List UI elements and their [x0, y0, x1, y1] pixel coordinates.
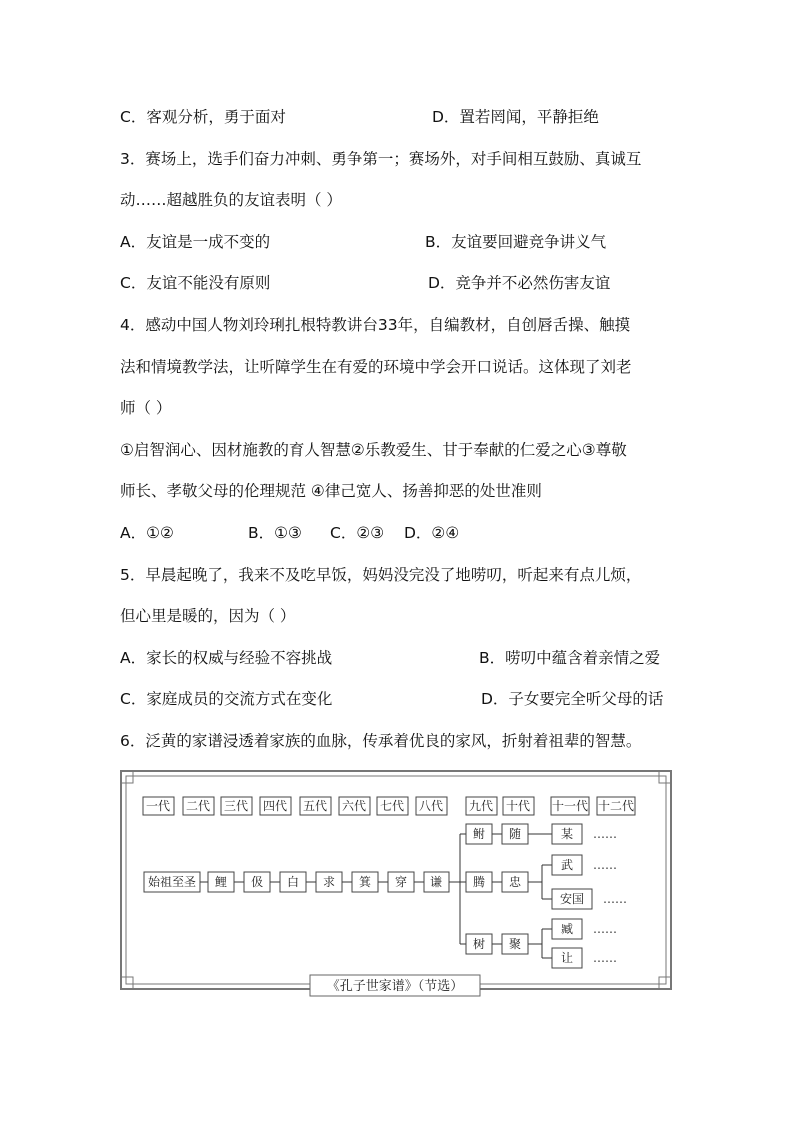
q3-stem-line2: 动……超越胜负的友谊表明（ ）: [120, 191, 342, 209]
ancestor-name: 安国: [559, 892, 585, 906]
q4-stem-line2: 法和情境教学法，让听障学生在有爱的环境中学会开口说话。这体现了刘老: [120, 358, 632, 376]
continuation-ellipsis: ……: [603, 892, 627, 906]
ancestor-name: 随: [508, 827, 522, 841]
generation-label: 十二代: [597, 799, 635, 813]
generation-label: 十代: [505, 799, 531, 813]
ancestor-name: 腾: [472, 875, 486, 889]
generation-label: 四代: [262, 799, 288, 813]
genealogy-chart: [120, 768, 672, 998]
ancestor-name: 始祖至圣: [147, 875, 197, 889]
q4-stem-line3: 师（ ）: [120, 399, 172, 417]
q4-stem-line1: 4．感动中国人物刘玲琍扎根特教讲台33年，自编教材，自创唇舌操、触摸: [120, 316, 631, 334]
ancestor-name: 鲤: [214, 875, 228, 889]
q5-option-b: B．唠叨中蕴含着亲情之爱: [479, 649, 661, 667]
q6-stem-line1: 6．泛黄的家谱浸透着家族的血脉，传承着优良的家风，折射着祖辈的智慧。: [120, 732, 642, 750]
ancestor-name: 伋: [250, 875, 264, 889]
q3-option-b: B．友谊要回避竞争讲义气: [425, 233, 607, 251]
continuation-ellipsis: ……: [593, 922, 617, 936]
generation-label: 七代: [379, 799, 405, 813]
q3-option-a: A．友谊是一成不变的: [120, 233, 271, 251]
figure-caption: 《孔子世家谱》（节选）: [326, 979, 464, 994]
q4-option-b: B．①③: [248, 524, 302, 542]
ancestor-name: 聚: [508, 937, 522, 951]
q5-option-c: C．家庭成员的交流方式在变化: [120, 690, 333, 708]
q4-items-line2: 师长、孝敬父母的伦理规范 ④律己宽人、扬善抑恶的处世准则: [120, 482, 542, 500]
q3-stem-line1: 3．赛场上，选手们奋力冲刺、勇争第一；赛场外，对手间相互鼓励、真诚互: [120, 150, 642, 168]
ancestor-name: 求: [322, 875, 336, 889]
continuation-ellipsis: ……: [593, 858, 617, 872]
generation-label: 十一代: [551, 799, 589, 813]
q5-option-a: A．家长的权威与经验不容挑战: [120, 649, 333, 667]
q3-option-c: C．友谊不能没有原则: [120, 274, 271, 292]
ancestor-name: 让: [560, 951, 574, 965]
q2-option-d: D．置若罔闻，平静拒绝: [432, 108, 599, 126]
lineage-lines: [200, 834, 552, 958]
ancestor-name: 臧: [560, 922, 574, 936]
ancestor-name: 箕: [358, 875, 372, 889]
q4-option-c: C．②③: [330, 524, 385, 542]
q4-items-line1: ①启智润心、因材施教的育人智慧②乐教爱生、甘于奉献的仁爱之心③尊敬: [120, 441, 627, 459]
generation-label: 六代: [341, 799, 367, 813]
generation-label: 九代: [468, 799, 494, 813]
continuation-ellipsis: ……: [593, 951, 617, 965]
ancestor-name: 白: [286, 875, 300, 889]
generation-label: 八代: [418, 799, 444, 813]
continuation-ellipsis: ……: [593, 827, 617, 841]
q5-stem-line1: 5．早晨起晚了，我来不及吃早饭，妈妈没完没了地唠叨，听起来有点儿烦，: [120, 566, 642, 584]
generation-label: 五代: [302, 799, 328, 813]
ancestor-name: 忠: [508, 875, 522, 889]
generation-label: 三代: [223, 799, 249, 813]
ancestor-name: 鲋: [472, 827, 486, 841]
q4-option-a: A．①②: [120, 524, 174, 542]
ancestor-name: 武: [560, 858, 574, 872]
ancestor-name: 谦: [429, 875, 443, 889]
generation-label: 二代: [185, 799, 211, 813]
ancestor-name: 穿: [394, 875, 408, 889]
generation-label: 一代: [145, 799, 171, 813]
q4-option-d: D．②④: [404, 524, 460, 542]
ancestor-name: 树: [472, 937, 486, 951]
q3-option-d: D．竞争并不必然伤害友谊: [428, 274, 611, 292]
q5-stem-line2: 但心里是暖的，因为（ ）: [120, 607, 296, 625]
q5-option-d: D．子女要完全听父母的话: [481, 690, 664, 708]
ancestor-name: 某: [560, 827, 574, 841]
genealogy-figure: [120, 768, 672, 1002]
q2-option-c: C．客观分析，勇于面对: [120, 108, 286, 126]
